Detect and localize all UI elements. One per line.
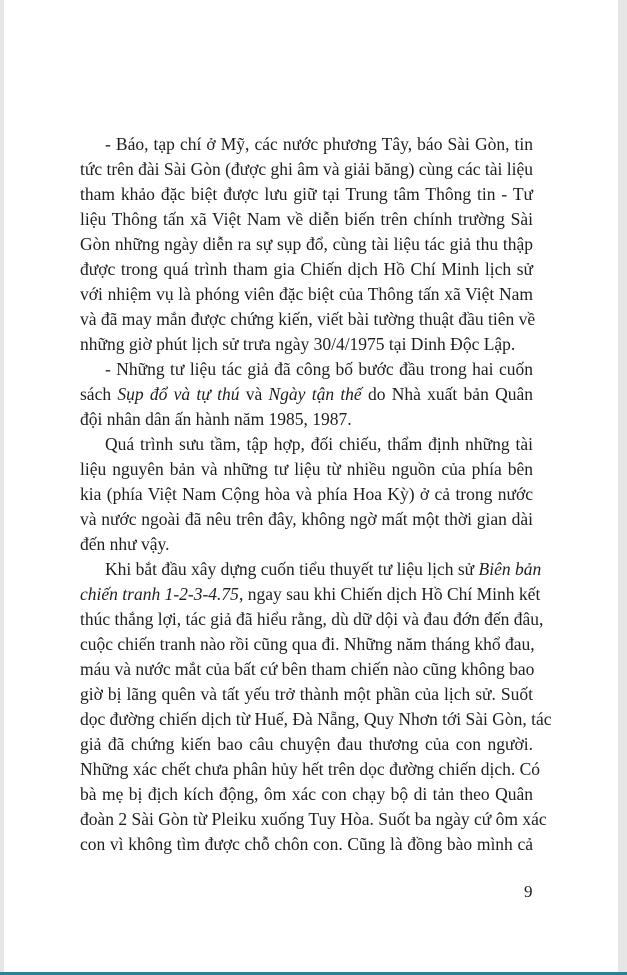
text-line [80,707,552,732]
text-line [80,557,542,582]
text-line [80,257,533,282]
text-segment: tham khảo đặc biệt được lưu giữ tại Trung tâm Thông tin - Tư [80,184,533,204]
text-segment: tức trên đài Sài Gòn (được ghi âm và giải băng) cùng các tài liệu [80,159,533,179]
text-segment: những giờ phút lịch sử trưa ngày 30/4/1975 tại Dinh Độc Lập. [80,334,516,354]
text-line [80,507,533,532]
text-line [80,332,533,357]
text-line [80,732,533,757]
text-line [80,782,533,807]
text-line [80,682,533,707]
text-line [80,357,533,382]
text-segment: dọc đường chiến dịch từ Huế, Đà Nẵng, Quy Nhơn tới Sài Gòn, tác [80,709,552,729]
text-segment: Những xác chết chưa phân hủy hết trên dọc đường chiến dịch. Có [80,759,541,779]
text-segment: cuộc chiến tranh nào rồi cũng qua đi. Những năm tháng khổ đau, [80,634,535,654]
text-line [80,207,533,232]
text-line [80,532,533,557]
text-segment: máu và nước mắt của bất cứ bên tham chiến nào cũng không bao [80,659,535,679]
text-line [80,407,533,432]
body-text [80,132,552,857]
text-segment: và [239,384,269,404]
document-page [4,0,618,972]
text-segment: con vì không tìm được chỗ chôn con. Cũng là đồng bào mình cả [80,834,533,854]
text-segment: đến như vậy. [80,534,170,554]
text-line [80,132,533,157]
text-segment: giả đã chứng kiến bao câu chuyện đau thương của con người. [80,734,533,754]
text-segment: sách [80,384,118,404]
text-segment: bà mẹ bị địch kích động, ôm xác con chạy bộ di tản theo Quân [80,784,533,804]
text-segment: do Nhà xuất bản Quân [361,384,533,404]
italic-title: Biên bản [478,559,542,579]
text-line [80,432,533,457]
text-line [80,657,533,682]
text-segment: đoàn 2 Sài Gòn từ Pleiku xuống Tuy Hòa. Suốt ba ngày cứ ôm xác [80,809,547,829]
text-segment: liệu nguyên bản và những tư liệu từ nhiều nguồn của phía bên [80,459,533,479]
text-line [80,282,533,307]
text-line [80,157,533,182]
text-line [80,182,533,207]
text-segment: - Những tư liệu tác giả đã công bố bước đầu trong hai cuốn [105,359,533,379]
text-line [80,482,533,507]
page-number: 9 [524,882,533,901]
text-segment: Khi bắt đầu xây dựng cuốn tiểu thuyết tư liệu lịch sử [105,559,479,579]
text-segment: và đã may mắn được chứng kiến, viết bài tường thuật đầu tiên về [80,309,536,329]
text-segment: thúc thắng lợi, tác giả đã hiểu rằng, dù dữ dội và đau đớn đến đâu, [80,609,544,629]
text-segment: kia (phía Việt Nam Cộng hòa và phía Hoa Kỳ) ở cả trong nước [80,484,533,504]
text-line [80,607,544,632]
text-line [80,807,547,832]
text-segment: được trong quá trình tham gia Chiến dịch Hồ Chí Minh lịch sử [80,259,533,279]
text-line [80,757,541,782]
text-segment: Gòn những ngày diễn ra sự sụp đổ, cùng tài liệu tác giả thu thập [80,234,533,254]
text-line [80,457,533,482]
text-segment: - Báo, tạp chí ở Mỹ, các nước phương Tây, báo Sài Gòn, tin [105,134,533,154]
italic-title: chiến tranh 1-2-3-4.75 [80,584,239,604]
text-segment: , ngay sau khi Chiến dịch Hồ Chí Minh kết [238,584,541,604]
text-segment: giờ bị lãng quên và tất yếu trở thành một phần của lịch sử. Suốt [80,684,533,704]
text-line [80,232,533,257]
text-segment: với nhiệm vụ là phóng viên đặc biệt của Thông tấn xã Việt Nam [80,284,533,304]
text-segment: và nước ngoài đã nêu trên đây, không ngờ mất một thời gian dài [80,509,533,529]
text-segment: đội nhân dân ấn hành năm 1985, 1987. [80,409,352,429]
text-line [80,832,533,857]
text-line [80,632,533,657]
text-line [80,382,533,407]
text-segment: Quá trình sưu tầm, tập hợp, đối chiếu, thẩm định những tài [105,434,533,454]
text-line [80,582,541,607]
italic-title: Sụp đổ và tự thú [117,384,240,404]
italic-title: Ngày tận thế [268,384,362,404]
text-segment: liệu Thông tấn xã Việt Nam về diễn biến trên chính trường Sài [80,209,533,229]
text-line [80,307,536,332]
